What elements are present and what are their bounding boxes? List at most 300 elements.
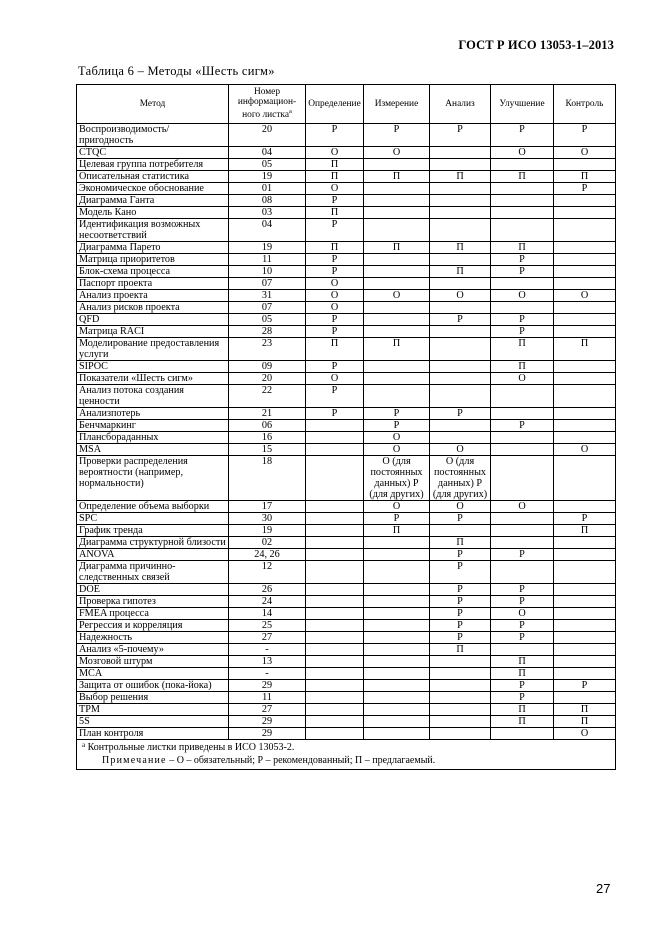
cell-define: Р: [306, 385, 364, 408]
cell-measure: [364, 361, 430, 373]
cell-define: Р: [306, 266, 364, 278]
cell-measure: О: [364, 147, 430, 159]
cell-analyze: [430, 302, 491, 314]
table-row: [77, 278, 616, 290]
cell-improve: П: [491, 242, 554, 254]
cell-sheet: 29: [229, 728, 306, 740]
cell-improve: Р: [491, 420, 554, 432]
table-row: [77, 692, 616, 704]
cell-control: [554, 501, 616, 513]
cell-control: [554, 326, 616, 338]
cell-control: [554, 361, 616, 373]
cell-sheet: 11: [229, 692, 306, 704]
cell-measure: Р: [364, 420, 430, 432]
cell-control: [554, 219, 616, 242]
cell-measure: [364, 207, 430, 219]
cell-analyze: [430, 420, 491, 432]
cell-control: [554, 242, 616, 254]
cell-measure: О: [364, 444, 430, 456]
cell-measure: [364, 716, 430, 728]
cell-sheet: 01: [229, 183, 306, 195]
cell-measure: [364, 373, 430, 385]
col-header-method: Метод: [77, 85, 229, 124]
table-row: [77, 124, 616, 147]
cell-control: О: [554, 147, 616, 159]
cell-control: [554, 656, 616, 668]
table-row: [77, 254, 616, 266]
cell-sheet: 21: [229, 408, 306, 420]
cell-control: [554, 632, 616, 644]
cell-analyze: Р: [430, 314, 491, 326]
cell-sheet: 11: [229, 254, 306, 266]
cell-control: Р: [554, 513, 616, 525]
cell-improve: П: [491, 171, 554, 183]
cell-define: О: [306, 302, 364, 314]
cell-improve: П: [491, 668, 554, 680]
cell-analyze: [430, 656, 491, 668]
cell-define: [306, 632, 364, 644]
cell-sheet: 06: [229, 420, 306, 432]
cell-method: MSA: [77, 444, 229, 456]
cell-improve: О: [491, 608, 554, 620]
cell-define: П: [306, 159, 364, 171]
cell-measure: [364, 608, 430, 620]
cell-method: Идентификация возможных несоответствий: [77, 219, 229, 242]
cell-define: [306, 420, 364, 432]
table-row: [77, 620, 616, 632]
table-row: [77, 242, 616, 254]
cell-sheet: 13: [229, 656, 306, 668]
cell-sheet: 04: [229, 147, 306, 159]
cell-analyze: [430, 525, 491, 537]
cell-define: [306, 444, 364, 456]
table-row: [77, 338, 616, 361]
cell-control: Р: [554, 124, 616, 147]
cell-method: SPC: [77, 513, 229, 525]
cell-improve: Р: [491, 680, 554, 692]
cell-improve: [491, 537, 554, 549]
cell-sheet: 05: [229, 159, 306, 171]
cell-improve: П: [491, 716, 554, 728]
cell-sheet: -: [229, 644, 306, 656]
cell-method: MCA: [77, 668, 229, 680]
table-row: [77, 444, 616, 456]
cell-method: Проверки распределения вероятности (например, нормальности): [77, 456, 229, 501]
cell-improve: Р: [491, 266, 554, 278]
cell-analyze: П: [430, 644, 491, 656]
cell-analyze: [430, 373, 491, 385]
cell-analyze: [430, 716, 491, 728]
cell-improve: [491, 207, 554, 219]
cell-control: [554, 385, 616, 408]
cell-method: Модель Кано: [77, 207, 229, 219]
cell-sheet: 19: [229, 242, 306, 254]
cell-measure: П: [364, 242, 430, 254]
cell-improve: Р: [491, 692, 554, 704]
table-row: [77, 314, 616, 326]
cell-method: Анализ рисков проекта: [77, 302, 229, 314]
table-row: [77, 549, 616, 561]
cell-measure: [364, 278, 430, 290]
col-header-sheet: [229, 85, 306, 124]
cell-measure: П: [364, 525, 430, 537]
cell-define: Р: [306, 254, 364, 266]
cell-define: [306, 704, 364, 716]
cell-define: [306, 692, 364, 704]
cell-method: DOE: [77, 584, 229, 596]
cell-analyze: [430, 254, 491, 266]
cell-define: [306, 561, 364, 584]
cell-analyze: [430, 692, 491, 704]
cell-sheet: 26: [229, 584, 306, 596]
cell-analyze: [430, 195, 491, 207]
col-header-sheet-sup: a: [288, 108, 292, 116]
cell-measure: [364, 254, 430, 266]
table-header-row: [77, 85, 616, 124]
cell-sheet: 08: [229, 195, 306, 207]
cell-method: Матрица приоритетов: [77, 254, 229, 266]
table-row: [77, 596, 616, 608]
cell-measure: Р: [364, 408, 430, 420]
cell-measure: П: [364, 171, 430, 183]
table-row: [77, 361, 616, 373]
cell-define: [306, 525, 364, 537]
cell-method: Моделирование предоставления услуги: [77, 338, 229, 361]
cell-define: [306, 728, 364, 740]
cell-method: График тренда: [77, 525, 229, 537]
table-row: [77, 195, 616, 207]
page-number: 27: [596, 881, 611, 896]
cell-improve: [491, 219, 554, 242]
cell-define: О: [306, 183, 364, 195]
cell-measure: [364, 561, 430, 584]
table-row: [77, 147, 616, 159]
col-header-sheet-text: Номер информацион-ного листка: [237, 87, 297, 121]
note-text: – О – обязательный; Р – рекомендованный; П – предлагаемый.: [166, 755, 436, 766]
cell-control: [554, 561, 616, 584]
cell-analyze: П: [430, 171, 491, 183]
cell-analyze: Р: [430, 124, 491, 147]
cell-define: Р: [306, 195, 364, 207]
table-row: [77, 408, 616, 420]
cell-sheet: 02: [229, 537, 306, 549]
table-row: [77, 680, 616, 692]
cell-analyze: [430, 668, 491, 680]
cell-method: Надежность: [77, 632, 229, 644]
cell-sheet: 12: [229, 561, 306, 584]
cell-improve: [491, 183, 554, 195]
col-header-measure: Измерение: [364, 85, 430, 124]
cell-method: Диаграмма причинно-следственных связей: [77, 561, 229, 584]
cell-improve: [491, 728, 554, 740]
cell-sheet: 23: [229, 338, 306, 361]
table-row: [77, 728, 616, 740]
cell-define: О: [306, 373, 364, 385]
cell-control: Р: [554, 680, 616, 692]
cell-control: П: [554, 525, 616, 537]
cell-control: [554, 254, 616, 266]
cell-control: Р: [554, 183, 616, 195]
cell-measure: [364, 326, 430, 338]
cell-define: О: [306, 290, 364, 302]
footnote: [82, 742, 611, 753]
cell-improve: О: [491, 147, 554, 159]
cell-sheet: 28: [229, 326, 306, 338]
cell-analyze: Р: [430, 584, 491, 596]
footnote-sup: а: [82, 741, 86, 749]
cell-analyze: [430, 704, 491, 716]
cell-sheet: 24: [229, 596, 306, 608]
cell-improve: П: [491, 361, 554, 373]
cell-method: Целевая группа потребителя: [77, 159, 229, 171]
cell-sheet: 30: [229, 513, 306, 525]
cell-measure: [364, 266, 430, 278]
cell-define: [306, 537, 364, 549]
table-row: [77, 501, 616, 513]
cell-analyze: О: [430, 501, 491, 513]
table-row: [77, 704, 616, 716]
cell-measure: [364, 549, 430, 561]
cell-improve: [491, 444, 554, 456]
cell-analyze: Р: [430, 596, 491, 608]
cell-control: [554, 692, 616, 704]
cell-control: П: [554, 716, 616, 728]
cell-control: [554, 408, 616, 420]
cell-improve: Р: [491, 326, 554, 338]
cell-method: Блок-схема процесса: [77, 266, 229, 278]
cell-improve: [491, 302, 554, 314]
cell-analyze: [430, 728, 491, 740]
cell-method: SIPOC: [77, 361, 229, 373]
table-row: [77, 656, 616, 668]
table-row: [77, 290, 616, 302]
table-caption: Таблица 6 – Методы «Шесть сигм»: [78, 64, 275, 78]
cell-control: [554, 644, 616, 656]
cell-define: [306, 716, 364, 728]
cell-method: Анализ проекта: [77, 290, 229, 302]
methods-table: [76, 84, 616, 770]
table-row: [77, 420, 616, 432]
cell-measure: [364, 656, 430, 668]
cell-measure: О: [364, 290, 430, 302]
cell-measure: [364, 219, 430, 242]
cell-method: Определение объема выборки: [77, 501, 229, 513]
cell-define: П: [306, 171, 364, 183]
cell-improve: О: [491, 290, 554, 302]
table-row: [77, 716, 616, 728]
cell-measure: [364, 692, 430, 704]
table-row: [77, 219, 616, 242]
cell-define: [306, 456, 364, 501]
cell-sheet: 07: [229, 278, 306, 290]
cell-method: TPM: [77, 704, 229, 716]
cell-method: Описательная статистика: [77, 171, 229, 183]
cell-define: Р: [306, 361, 364, 373]
table-row: [77, 632, 616, 644]
cell-control: [554, 159, 616, 171]
cell-analyze: [430, 680, 491, 692]
cell-analyze: Р: [430, 632, 491, 644]
cell-control: П: [554, 704, 616, 716]
cell-measure: [364, 620, 430, 632]
table-row: [77, 513, 616, 525]
cell-sheet: 27: [229, 632, 306, 644]
cell-measure: [364, 596, 430, 608]
cell-control: П: [554, 171, 616, 183]
cell-improve: Р: [491, 584, 554, 596]
cell-measure: [364, 728, 430, 740]
table-row: [77, 385, 616, 408]
cell-method: QFD: [77, 314, 229, 326]
cell-improve: [491, 432, 554, 444]
cell-sheet: 16: [229, 432, 306, 444]
cell-measure: [364, 314, 430, 326]
table-row: [77, 668, 616, 680]
cell-method: Матрица RACI: [77, 326, 229, 338]
cell-sheet: 29: [229, 680, 306, 692]
cell-control: [554, 195, 616, 207]
cell-define: [306, 513, 364, 525]
cell-measure: Р: [364, 513, 430, 525]
cell-improve: П: [491, 704, 554, 716]
cell-method: Бенчмаркинг: [77, 420, 229, 432]
cell-control: О: [554, 444, 616, 456]
cell-method: Анализпотерь: [77, 408, 229, 420]
table-row: [77, 373, 616, 385]
cell-measure: [364, 159, 430, 171]
table-row: [77, 584, 616, 596]
cell-define: [306, 680, 364, 692]
cell-define: [306, 596, 364, 608]
cell-method: Диаграмма Ганта: [77, 195, 229, 207]
table-row: [77, 608, 616, 620]
cell-analyze: П: [430, 242, 491, 254]
cell-control: [554, 207, 616, 219]
cell-sheet: 18: [229, 456, 306, 501]
cell-sheet: -: [229, 668, 306, 680]
cell-sheet: 20: [229, 373, 306, 385]
cell-improve: [491, 408, 554, 420]
cell-sheet: 17: [229, 501, 306, 513]
cell-improve: [491, 561, 554, 584]
cell-measure: [364, 644, 430, 656]
cell-measure: О: [364, 501, 430, 513]
table-row: [77, 183, 616, 195]
cell-measure: [364, 584, 430, 596]
cell-measure: О: [364, 432, 430, 444]
cell-analyze: П: [430, 266, 491, 278]
cell-define: [306, 620, 364, 632]
cell-analyze: О (для постоянных данных) Р (для других): [430, 456, 491, 501]
table-row: [77, 266, 616, 278]
cell-sheet: 27: [229, 704, 306, 716]
cell-analyze: Р: [430, 608, 491, 620]
cell-improve: Р: [491, 549, 554, 561]
cell-control: П: [554, 338, 616, 361]
cell-define: [306, 584, 364, 596]
cell-control: [554, 596, 616, 608]
cell-analyze: [430, 278, 491, 290]
cell-improve: [491, 278, 554, 290]
cell-define: Р: [306, 124, 364, 147]
table-row: [77, 302, 616, 314]
cell-analyze: [430, 159, 491, 171]
cell-sheet: 15: [229, 444, 306, 456]
cell-analyze: Р: [430, 549, 491, 561]
cell-improve: Р: [491, 596, 554, 608]
cell-define: [306, 608, 364, 620]
cell-method: Плансбораданных: [77, 432, 229, 444]
cell-analyze: Р: [430, 561, 491, 584]
table-footer-row: [77, 740, 616, 770]
cell-define: [306, 501, 364, 513]
cell-measure: [364, 385, 430, 408]
cell-sheet: 10: [229, 266, 306, 278]
table-body: [77, 124, 616, 740]
cell-measure: [364, 680, 430, 692]
cell-control: О: [554, 290, 616, 302]
cell-sheet: 24, 26: [229, 549, 306, 561]
cell-sheet: 09: [229, 361, 306, 373]
cell-analyze: О: [430, 444, 491, 456]
col-header-improve: Улучшение: [491, 85, 554, 124]
cell-define: [306, 432, 364, 444]
cell-define: [306, 644, 364, 656]
cell-improve: [491, 456, 554, 501]
cell-define: П: [306, 207, 364, 219]
cell-analyze: [430, 338, 491, 361]
table-row: [77, 525, 616, 537]
cell-analyze: Р: [430, 620, 491, 632]
cell-improve: [491, 159, 554, 171]
cell-measure: [364, 668, 430, 680]
cell-improve: Р: [491, 620, 554, 632]
cell-sheet: 20: [229, 124, 306, 147]
cell-method: ANOVA: [77, 549, 229, 561]
cell-analyze: Р: [430, 408, 491, 420]
cell-method: Анализ потока создания ценности: [77, 385, 229, 408]
cell-improve: Р: [491, 124, 554, 147]
cell-define: [306, 549, 364, 561]
cell-improve: П: [491, 656, 554, 668]
cell-method: План контроля: [77, 728, 229, 740]
cell-method: Показатели «Шесть сигм»: [77, 373, 229, 385]
cell-analyze: [430, 183, 491, 195]
cell-method: Экономическое обоснование: [77, 183, 229, 195]
cell-define: Р: [306, 326, 364, 338]
cell-method: Диаграмма структурной близости: [77, 537, 229, 549]
cell-improve: О: [491, 373, 554, 385]
cell-control: О: [554, 728, 616, 740]
cell-method: CTQC: [77, 147, 229, 159]
cell-method: 5S: [77, 716, 229, 728]
cell-analyze: Р: [430, 513, 491, 525]
cell-sheet: 03: [229, 207, 306, 219]
col-header-define: Определение: [306, 85, 364, 124]
cell-method: Воспроизводимость/ пригодность: [77, 124, 229, 147]
cell-analyze: О: [430, 290, 491, 302]
cell-sheet: 07: [229, 302, 306, 314]
cell-control: [554, 456, 616, 501]
cell-define: [306, 668, 364, 680]
cell-measure: [364, 195, 430, 207]
cell-measure: [364, 302, 430, 314]
cell-method: Регрессия и корреляция: [77, 620, 229, 632]
cell-define: О: [306, 278, 364, 290]
table-row: [77, 644, 616, 656]
cell-method: Мозговой штурм: [77, 656, 229, 668]
cell-sheet: 25: [229, 620, 306, 632]
